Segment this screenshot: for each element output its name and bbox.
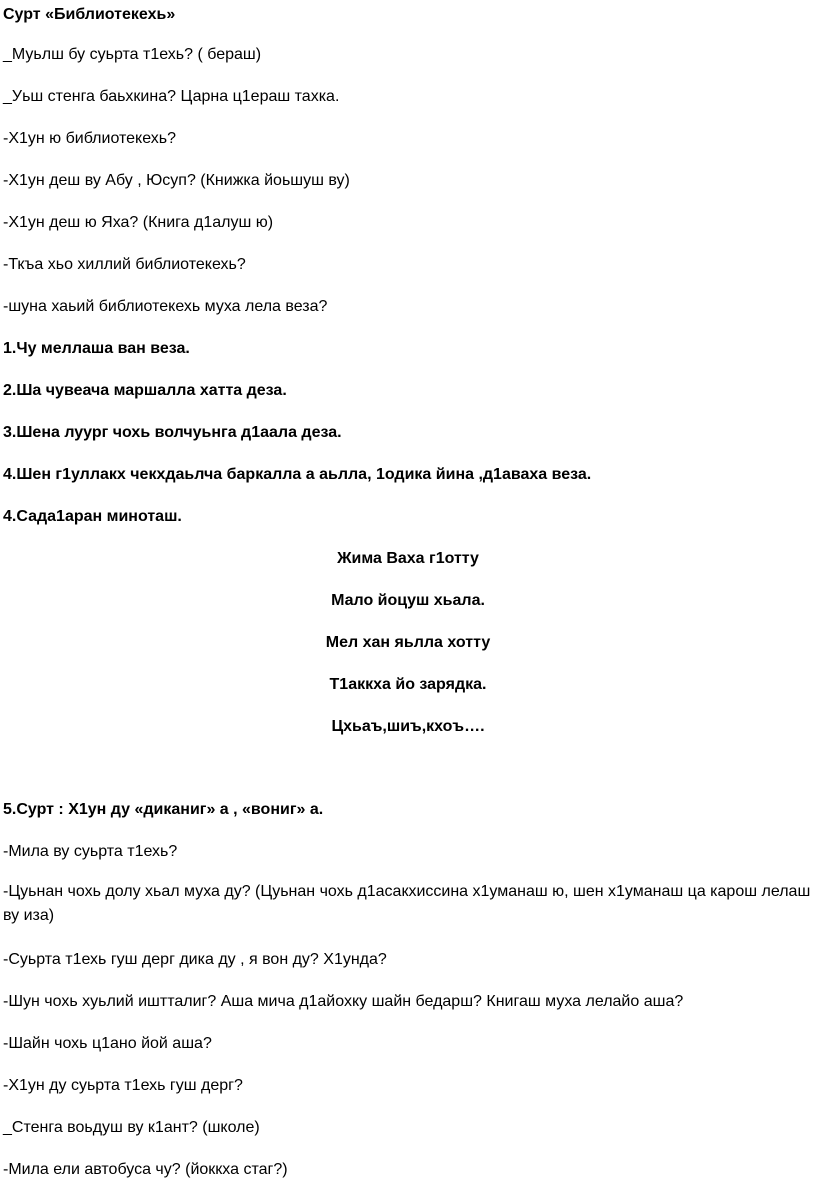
section5-question: -Мила ву суьрта т1ехь? [3,843,178,860]
section5-question: -Шайн чохь ц1ано йой аша? [3,1035,212,1052]
section5-question: -Суьрта т1ехь гуш дерг дика ду , я вон ду? Х1унда? [3,951,387,968]
rule-item: 4.Шен г1уллакх чекхдаьлча баркалла а аьлла, 1одика йина ,д1аваха веза. [3,466,592,483]
intro-question: -шуна хаьий библиотекехь муха лела веза? [3,298,328,315]
poem-line: Мало йоцуш хьала. [331,592,485,609]
intro-question: _Уьш стенга баьхкина? Царна ц1ераш тахка. [3,88,340,105]
poem-line: Жима Ваха г1отту [337,550,479,567]
section5-question: -Шун чохь хуьлий иштталиг? Аша мича д1айохку шайн бедарш? Книгаш муха лелайо аша? [3,993,684,1010]
section5-question: -Цуьнан чохь долу хьал муха ду? (Цуьнан чохь д1асакхиссина х1уманаш ю, шен х1уманаш ца карош лелаш ву иза) [3,883,811,924]
intro-question: -Ткъа хьо хиллий библиотекехь? [3,256,246,273]
rule-item: 1.Чу меллаша ван веза. [3,340,190,357]
document-title: Сурт «Библиотекехь» [3,6,176,23]
intro-question: -Х1ун деш ву Абу , Юсуп? (Книжка йоьшуш ву) [3,172,350,189]
rule-item: 3.Шена луург чохь волчуьнга д1аала деза. [3,424,342,441]
minute-heading: 4.Сада1аран миноташ. [3,508,182,525]
section5-question: _Стенга воьдуш ву к1ант? (школе) [3,1119,260,1136]
poem-line: Т1аккха йо зарядка. [329,676,487,693]
section5-question: -Мила ели автобуса чу? (йоккха стаг?) [3,1161,288,1178]
poem-line: Мел хан яьлла хотту [325,634,491,651]
section5-question: -Х1ун ду суьрта т1ехь гуш дерг? [3,1077,243,1094]
poem-line: Цхьаъ,шиъ,кхоъ…. [331,718,485,735]
intro-question: _Муьлш бу суьрта т1ехь? ( бераш) [3,46,262,63]
intro-question: -Х1ун деш ю Яха? (Книга д1алуш ю) [3,214,274,231]
section5-title: 5.Сурт : Х1ун ду «диканиг» а , «вониг» а. [3,801,324,818]
intro-question: -Х1ун ю библиотекехь? [3,130,176,147]
rule-item: 2.Ша чувеача маршалла хатта деза. [3,382,287,399]
